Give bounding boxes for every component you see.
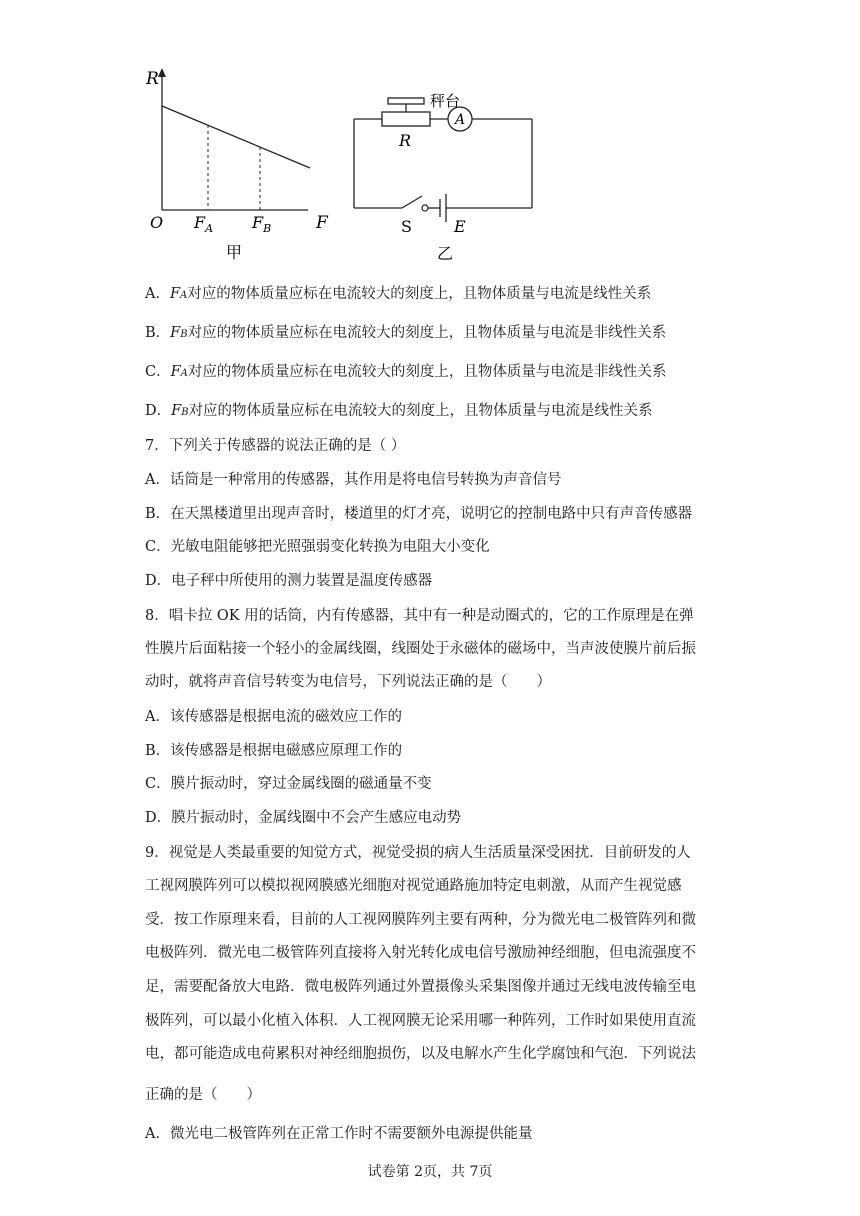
q8-option-b: B．该传感器是根据电磁感应原理工作的 <box>145 743 403 759</box>
graph-caption: 甲 <box>226 243 243 262</box>
q7-option-b: B．在天黑楼道里出现声音时，楼道里的灯才亮，说明它的控制电路中只有声音传感器 <box>145 506 693 522</box>
q8-stem-line-2: 性膜片后面粘接一个轻小的金属线圈，线圈处于永磁体的磁场中，当声波使膜片前后振 <box>145 641 696 657</box>
x-axis-label: F <box>316 213 328 233</box>
q8-option-a: A．该传感器是根据电流的磁效应工作的 <box>145 709 402 725</box>
fb-tick-label: $F_B$ <box>252 213 272 235</box>
q9-stem-line-8: 正确的是（ ） <box>145 1087 261 1103</box>
resistor-label: R <box>399 131 412 150</box>
y-axis-label: R <box>146 69 159 89</box>
source-label: E <box>454 217 466 236</box>
q8-stem-line-3: 动时，就将声音信号转变为电信号，下列说法正确的是（ ） <box>145 674 551 690</box>
resistor <box>382 112 430 126</box>
q9-stem-line-1: 9．视觉是人类最重要的知觉方式，视觉受损的病人生活质量深受困扰．目前研发的人 <box>145 845 691 861</box>
q9-stem-line-6: 极阵列，可以最小化植入体积．人工视网膜无论采用哪一种阵列，工作时如果使用直流 <box>145 1013 696 1029</box>
q6-option-c: C．FA对应的物体质量应标在电流较大的刻度上，且物体质量与电流是非线性关系 <box>145 364 667 380</box>
q9-stem-line-5: 足，需要配备放大电路．微电极阵列通过外置摄像头采集图像并通过无线电波传输至电 <box>145 979 696 995</box>
q8-option-d: D．膜片振动时，金属线圈中不会产生感应电动势 <box>145 810 462 826</box>
platform-label: 秤台 <box>430 92 461 110</box>
q6-option-d: D．FB对应的物体质量应标在电流较大的刻度上，且物体质量与电流是线性关系 <box>145 403 653 419</box>
q8-stem-line-1: 8．唱卡拉 OK 用的话筒，内有传感器，其中有一种是动圈式的，它的工作原理是在弹 <box>145 608 694 624</box>
q6-option-a: A．FA对应的物体质量应标在电流较大的刻度上，且物体质量与电流是线性关系 <box>145 286 652 302</box>
q9-stem-line-2: 工视网膜阵列可以模拟视网膜感光细胞对视觉通路施加特定电刺激，从而产生视觉感 <box>145 878 682 894</box>
scale-circuit <box>354 92 532 263</box>
switch-label: S <box>401 217 412 236</box>
figure-graph-and-circuit <box>140 62 560 267</box>
q7-stem: 7．下列关于传感器的说法正确的是（ ） <box>145 438 406 454</box>
q9-stem-line-3: 受．按工作原理来看，目前的人工视网膜阵列主要有两种，分为微光电二极管阵列和微 <box>145 912 696 928</box>
circuit-caption: 乙 <box>437 244 454 263</box>
q7-option-d: D．电子秤中所使用的测力装置是温度传感器 <box>145 573 433 589</box>
resistance-force-graph <box>145 68 329 262</box>
switch <box>402 196 422 208</box>
q7-option-c: C．光敏电阻能够把光照强弱变化转换为电阻大小变化 <box>145 539 490 555</box>
page-footer: 试卷第 2页，共 7页 <box>367 1164 493 1180</box>
q6-option-b: B．FB对应的物体质量应标在电流较大的刻度上，且物体质量与电流是非线性关系 <box>145 325 667 341</box>
q9-option-a: A．微光电二极管阵列在正常工作时不需要额外电源提供能量 <box>145 1126 533 1142</box>
q8-option-c: C．膜片振动时，穿过金属线圈的磁通量不变 <box>145 776 432 792</box>
q9-stem-line-7: 电，都可能造成电荷累积对神经细胞损伤，以及电解水产生化学腐蚀和气泡．下列说法 <box>145 1046 696 1062</box>
fa-tick-label: $F_A$ <box>194 213 214 235</box>
scale-platform <box>388 98 424 104</box>
q7-option-a: A．话筒是一种常用的传感器，其作用是将电信号转换为声音信号 <box>145 472 562 488</box>
q9-stem-line-4: 电极阵列．微光电二极管阵列直接将入射光转化成电信号激励神经细胞，但电流强度不 <box>145 945 696 961</box>
origin-label: O <box>150 213 164 232</box>
ammeter-label: A <box>454 112 466 128</box>
r-f-line <box>162 106 310 168</box>
